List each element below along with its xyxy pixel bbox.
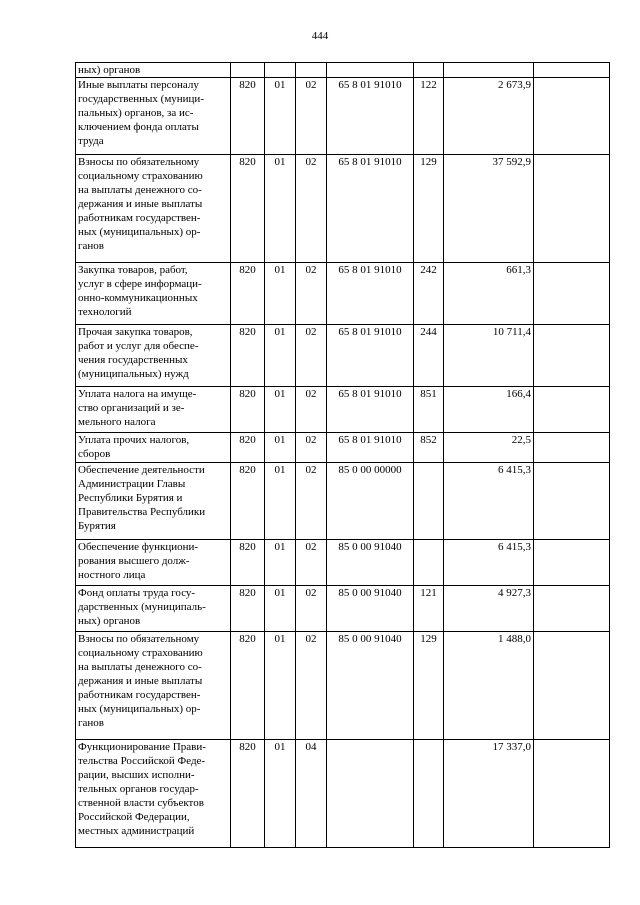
row-csr: [327, 63, 414, 78]
row-empty-cell: [534, 63, 610, 78]
table-row: [76, 325, 610, 387]
row-csr: 65 8 01 91010: [327, 433, 414, 463]
row-csr: 85 0 00 00000: [327, 463, 414, 540]
row-ved: 820: [231, 632, 265, 740]
row-ved: [231, 63, 265, 78]
row-ved: 820: [231, 540, 265, 586]
row-pr: 02: [296, 463, 327, 540]
row-name: Закупка товаров, работ, услуг в сфере информаци- онно-коммуникационных технологий: [76, 263, 231, 325]
row-csr: 85 0 00 91040: [327, 540, 414, 586]
row-csr: 65 8 01 91010: [327, 263, 414, 325]
row-name: Взносы по обязательному социальному страхованию на выплаты денежного со- держания и иные выплаты работникам государствен- ных (муниципальных) ор- ганов: [76, 155, 231, 263]
row-rz: 01: [265, 740, 296, 848]
row-amount: 1 488,0: [444, 632, 534, 740]
row-ved: 820: [231, 263, 265, 325]
row-ved: 820: [231, 433, 265, 463]
row-ved: 820: [231, 78, 265, 155]
row-name: Иные выплаты персоналу государственных (муници- пальных) органов, за ис- ключением фонда оплаты труда: [76, 78, 231, 155]
row-amount: 22,5: [444, 433, 534, 463]
row-name: Уплата прочих налогов, сборов: [76, 433, 231, 463]
row-rz: 01: [265, 632, 296, 740]
row-pr: [296, 63, 327, 78]
row-amount: [444, 63, 534, 78]
row-vr: 244: [414, 325, 444, 387]
table-row: [76, 463, 610, 540]
row-empty-cell: [534, 586, 610, 632]
row-vr: 122: [414, 78, 444, 155]
row-empty-cell: [534, 540, 610, 586]
row-pr: 02: [296, 586, 327, 632]
row-pr: 02: [296, 540, 327, 586]
row-vr: 242: [414, 263, 444, 325]
page-number: 444: [311, 30, 329, 42]
row-pr: 02: [296, 387, 327, 433]
row-amount: 37 592,9: [444, 155, 534, 263]
row-ved: 820: [231, 155, 265, 263]
row-rz: 01: [265, 586, 296, 632]
row-csr: 65 8 01 91010: [327, 387, 414, 433]
row-rz: 01: [265, 387, 296, 433]
row-vr: [414, 540, 444, 586]
row-rz: 01: [265, 325, 296, 387]
row-ved: 820: [231, 387, 265, 433]
row-pr: 02: [296, 78, 327, 155]
row-vr: 121: [414, 586, 444, 632]
row-pr: 02: [296, 632, 327, 740]
row-pr: 02: [296, 155, 327, 263]
row-name: Уплата налога на имуще- ство организаций и зе- мельного налога: [76, 387, 231, 433]
row-ved: 820: [231, 325, 265, 387]
row-amount: 6 415,3: [444, 463, 534, 540]
row-empty-cell: [534, 632, 610, 740]
row-vr: [414, 63, 444, 78]
row-name: Обеспечение деятельности Администрации Главы Республики Бурятия и Правительства Республики Бурятия: [76, 463, 231, 540]
table-row: [76, 263, 610, 325]
row-ved: 820: [231, 463, 265, 540]
row-amount: 6 415,3: [444, 540, 534, 586]
row-amount: 661,3: [444, 263, 534, 325]
row-csr: 85 0 00 91040: [327, 586, 414, 632]
row-vr: [414, 463, 444, 540]
row-csr: 85 0 00 91040: [327, 632, 414, 740]
table-row: [76, 433, 610, 463]
budget-table: [75, 62, 610, 848]
row-vr: [414, 740, 444, 848]
row-name: Обеспечение функциони- рования высшего долж- ностного лица: [76, 540, 231, 586]
row-name: Прочая закупка товаров, работ и услуг для обеспе- чения государственных (муниципальных) нужд: [76, 325, 231, 387]
row-pr: 04: [296, 740, 327, 848]
row-name: Взносы по обязательному социальному страхованию на выплаты денежного со- держания и иные выплаты работникам государствен- ных (муниципальных) ор- ганов: [76, 632, 231, 740]
row-name: ных) органов: [76, 63, 231, 78]
row-pr: 02: [296, 325, 327, 387]
row-empty-cell: [534, 463, 610, 540]
row-amount: 2 673,9: [444, 78, 534, 155]
row-rz: 01: [265, 540, 296, 586]
row-ved: 820: [231, 740, 265, 848]
row-rz: 01: [265, 78, 296, 155]
row-csr: 65 8 01 91010: [327, 325, 414, 387]
row-rz: 01: [265, 155, 296, 263]
row-empty-cell: [534, 433, 610, 463]
row-csr: 65 8 01 91010: [327, 155, 414, 263]
row-empty-cell: [534, 78, 610, 155]
row-vr: 852: [414, 433, 444, 463]
row-amount: 17 337,0: [444, 740, 534, 848]
row-empty-cell: [534, 155, 610, 263]
row-rz: [265, 63, 296, 78]
row-rz: 01: [265, 433, 296, 463]
table-row: [76, 155, 610, 263]
table-row: [76, 63, 610, 78]
row-empty-cell: [534, 325, 610, 387]
row-name: Фонд оплаты труда госу- дарственных (муниципаль- ных) органов: [76, 586, 231, 632]
row-rz: 01: [265, 463, 296, 540]
table-row: [76, 740, 610, 848]
table-row: [76, 78, 610, 155]
row-empty-cell: [534, 387, 610, 433]
row-csr: 65 8 01 91010: [327, 78, 414, 155]
row-name: Функционирование Прави- тельства Российской Феде- рации, высших исполни- тельных органов государ- ственной власти субъектов Российской Федерации, местных администраций: [76, 740, 231, 848]
table-row: [76, 632, 610, 740]
row-amount: 4 927,3: [444, 586, 534, 632]
row-vr: 129: [414, 632, 444, 740]
row-empty-cell: [534, 740, 610, 848]
row-rz: 01: [265, 263, 296, 325]
row-vr: 129: [414, 155, 444, 263]
row-vr: 851: [414, 387, 444, 433]
row-ved: 820: [231, 586, 265, 632]
row-csr: [327, 740, 414, 848]
row-amount: 166,4: [444, 387, 534, 433]
row-pr: 02: [296, 263, 327, 325]
table-row: [76, 540, 610, 586]
table-row: [76, 387, 610, 433]
row-pr: 02: [296, 433, 327, 463]
table-row: [76, 586, 610, 632]
row-amount: 10 711,4: [444, 325, 534, 387]
row-empty-cell: [534, 263, 610, 325]
